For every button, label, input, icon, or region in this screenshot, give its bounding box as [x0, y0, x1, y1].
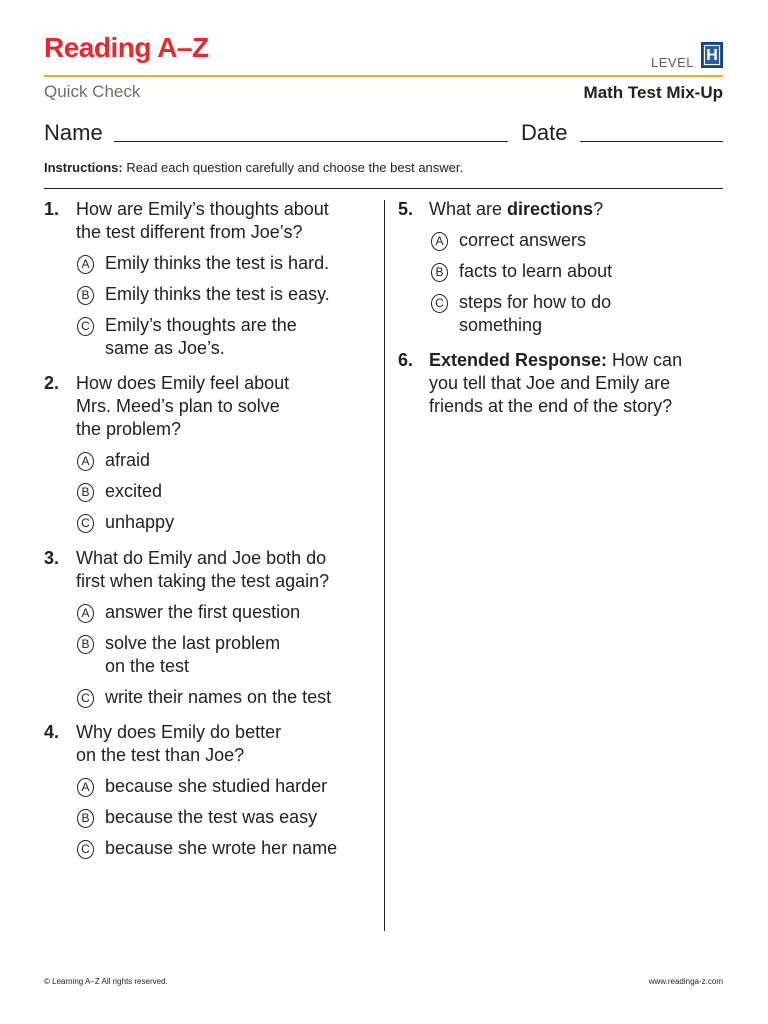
question-2-option-c-text: unhappy — [105, 512, 175, 532]
instructions-text: Read each question carefully and choose the best answer. — [122, 160, 464, 175]
level-badge: H — [701, 42, 723, 68]
question-2-option-a-text: afraid — [105, 450, 151, 470]
question-3-option-c-text: write their names on the test — [105, 687, 332, 707]
question-5-option-c-bubble[interactable]: C — [431, 294, 448, 313]
instructions-lead: Instructions: — [44, 160, 123, 175]
question-3-option-a-text: answer the first question — [105, 602, 301, 622]
question-4-option-a-text: because she studied harder — [105, 776, 328, 796]
question-4-option-c-bubble[interactable]: C — [77, 840, 94, 859]
question-3-option-b-text: solve the last problem on the test — [105, 633, 281, 676]
question-4-number: 4. — [44, 722, 60, 742]
question-3-number: 3. — [44, 548, 60, 568]
question-4-option-a-bubble[interactable]: A — [77, 778, 94, 797]
question-3-text: What do Emily and Joe both do first when taking the test again? — [76, 548, 330, 591]
question-5-text — [429, 198, 603, 221]
question-6-number: 6. — [398, 350, 414, 370]
question-2-option-b-bubble[interactable]: B — [77, 483, 94, 502]
date-label: Date — [521, 120, 568, 145]
question-1-option-b-bubble[interactable]: B — [77, 286, 94, 305]
level-label: LEVEL — [651, 55, 694, 70]
question-3-option-b-bubble[interactable]: B — [77, 635, 94, 654]
question-1-text: How are Emily’s thoughts about the test different from Joe’s? — [76, 199, 329, 242]
website-link[interactable]: www.readinga-z.com — [648, 977, 723, 986]
page-title: Math Test Mix-Up — [583, 83, 723, 102]
question-1-option-a-bubble[interactable]: A — [77, 255, 94, 274]
question-4-option-b-text: because the test was easy — [105, 807, 318, 827]
question-5-option-a-text: correct answers — [459, 230, 587, 250]
question-5-option-c-text: steps for how to do something — [459, 292, 612, 335]
question-6-text — [429, 349, 682, 418]
copyright-text: © Learning A–Z All rights reserved. — [44, 977, 168, 986]
instructions — [44, 160, 463, 175]
question-5-text-after: ? — [593, 199, 604, 219]
question-2-number: 2. — [44, 373, 60, 393]
question-4-text: Why does Emily do better on the test than Joe? — [76, 722, 282, 765]
question-1-option-c-text: Emily’s thoughts are the same as Joe’s. — [105, 315, 297, 358]
question-5-option-b-bubble[interactable]: B — [431, 263, 448, 282]
date-field[interactable] — [580, 141, 723, 142]
question-2-text: How does Emily feel about Mrs. Meed’s plan to solve the problem? — [76, 373, 290, 439]
question-2-option-a-bubble[interactable]: A — [77, 452, 94, 471]
question-1-option-a-text: Emily thinks the test is hard. — [105, 253, 330, 273]
quick-check-label: Quick Check — [44, 82, 141, 101]
brand-logo: Reading A–Z — [44, 32, 209, 63]
question-1-option-c-bubble[interactable]: C — [77, 317, 94, 336]
question-5-option-b-text: facts to learn about — [459, 261, 613, 281]
question-4-option-c-text: because she wrote her name — [105, 838, 338, 858]
header-divider — [44, 75, 723, 77]
question-2-option-c-bubble[interactable]: C — [77, 514, 94, 533]
question-3-option-a-bubble[interactable]: A — [77, 604, 94, 623]
question-5-text-before: What are — [429, 199, 508, 219]
question-1-option-b-text: Emily thinks the test is easy. — [105, 284, 330, 304]
question-5-keyword: directions — [507, 199, 594, 219]
name-field[interactable] — [114, 141, 508, 142]
question-5-number: 5. — [398, 199, 414, 219]
name-label: Name — [44, 120, 103, 145]
instructions-divider — [44, 188, 723, 189]
question-4-option-b-bubble[interactable]: B — [77, 809, 94, 828]
question-2-option-b-text: excited — [105, 481, 163, 501]
column-divider — [384, 200, 385, 931]
question-6-prompt: How can you tell that Joe and Emily are friends at the end of the story? — [429, 350, 683, 416]
question-1-number: 1. — [44, 199, 60, 219]
question-3-option-c-bubble[interactable]: C — [77, 689, 94, 708]
question-5-option-a-bubble[interactable]: A — [431, 232, 448, 251]
question-6-lead: Extended Response: — [429, 350, 608, 370]
